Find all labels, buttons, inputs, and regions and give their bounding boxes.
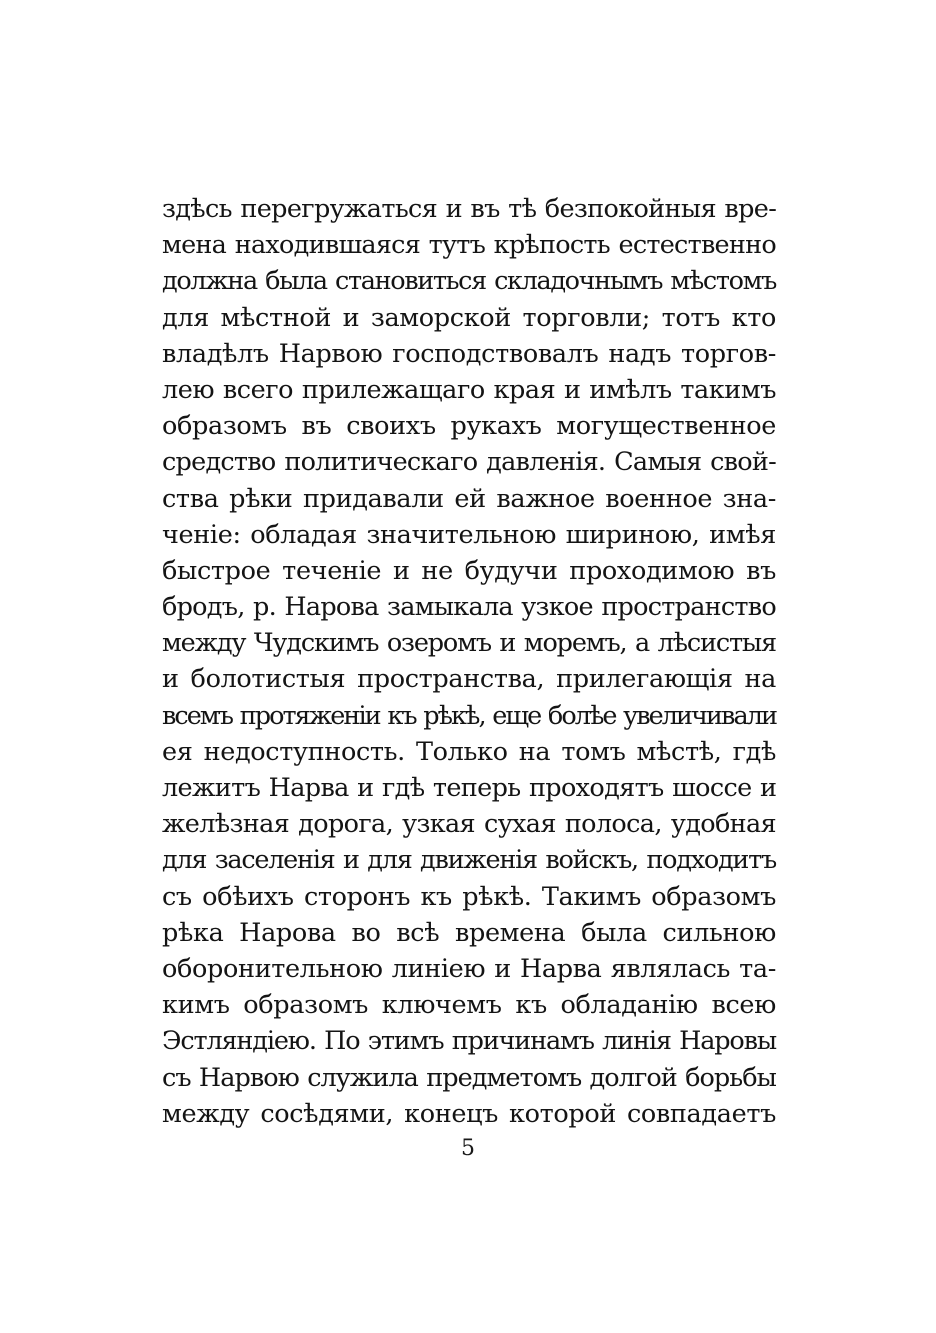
text-line: оборонительною линіею и Нарва являлась та- bbox=[162, 953, 776, 984]
page-number: 5 bbox=[461, 1136, 475, 1161]
text-line: Эстляндіею. По этимъ причинамъ линія Наровы bbox=[162, 1026, 776, 1057]
text-line: мена находившаяся тутъ крѣпость естественно bbox=[162, 230, 776, 261]
text-line: съ обѣихъ сторонъ къ рѣкѣ. Такимъ образомъ bbox=[162, 881, 776, 912]
text-line: ства рѣки придавали ей важное военное зна- bbox=[162, 483, 776, 514]
text-line: для заселенія и для движенія войскъ, подходитъ bbox=[162, 845, 776, 876]
text-line: образомъ въ своихъ рукахъ могущественное bbox=[162, 411, 776, 442]
text-line: ченіе: обладая значительною шириною, имѣя bbox=[162, 519, 776, 550]
text-line: средство политическаго давленія. Самыя свой- bbox=[162, 447, 776, 478]
text-line: желѣзная дорога, узкая сухая полоса, удобная bbox=[162, 809, 776, 840]
body-text bbox=[162, 191, 776, 1132]
text-line: владѣлъ Нарвою господствовалъ надъ торгов- bbox=[162, 338, 776, 369]
text-line: должна была становиться складочнымъ мѣстомъ bbox=[162, 266, 776, 297]
text-line: между сосѣдями, конецъ которой совпадаетъ bbox=[162, 1098, 776, 1129]
text-line: здѣсь перегружаться и въ тѣ безпокойныя вре- bbox=[162, 194, 777, 224]
text-line: для мѣстной и заморской торговли; тотъ кто bbox=[162, 302, 776, 333]
text-line: и болотистыя пространства, прилегающія на bbox=[162, 664, 776, 695]
text-line: съ Нарвою служила предметомъ долгой борьбы bbox=[162, 1062, 776, 1093]
text-line: быстрое теченіе и не будучи проходимою въ bbox=[162, 555, 776, 586]
text-line: между Чудскимъ озеромъ и моремъ, а лѣсистыя bbox=[162, 628, 776, 659]
text-line: лежитъ Нарва и гдѣ теперь проходятъ шоссе и bbox=[162, 773, 777, 803]
text-line: всемъ протяженіи къ рѣкѣ, еще болѣе увеличивали bbox=[162, 700, 776, 731]
text-line: лею всего прилежащаго края и имѣлъ такимъ bbox=[162, 374, 776, 405]
text-line: кимъ образомъ ключемъ къ обладанію всею bbox=[162, 990, 776, 1021]
text-line: ея недоступность. Только на томъ мѣстѣ, гдѣ bbox=[162, 736, 776, 767]
text-line: рѣка Нарова во всѣ времена была сильною bbox=[162, 917, 776, 948]
text-line: бродъ, р. Нарова замыкала узкое пространство bbox=[162, 592, 776, 623]
